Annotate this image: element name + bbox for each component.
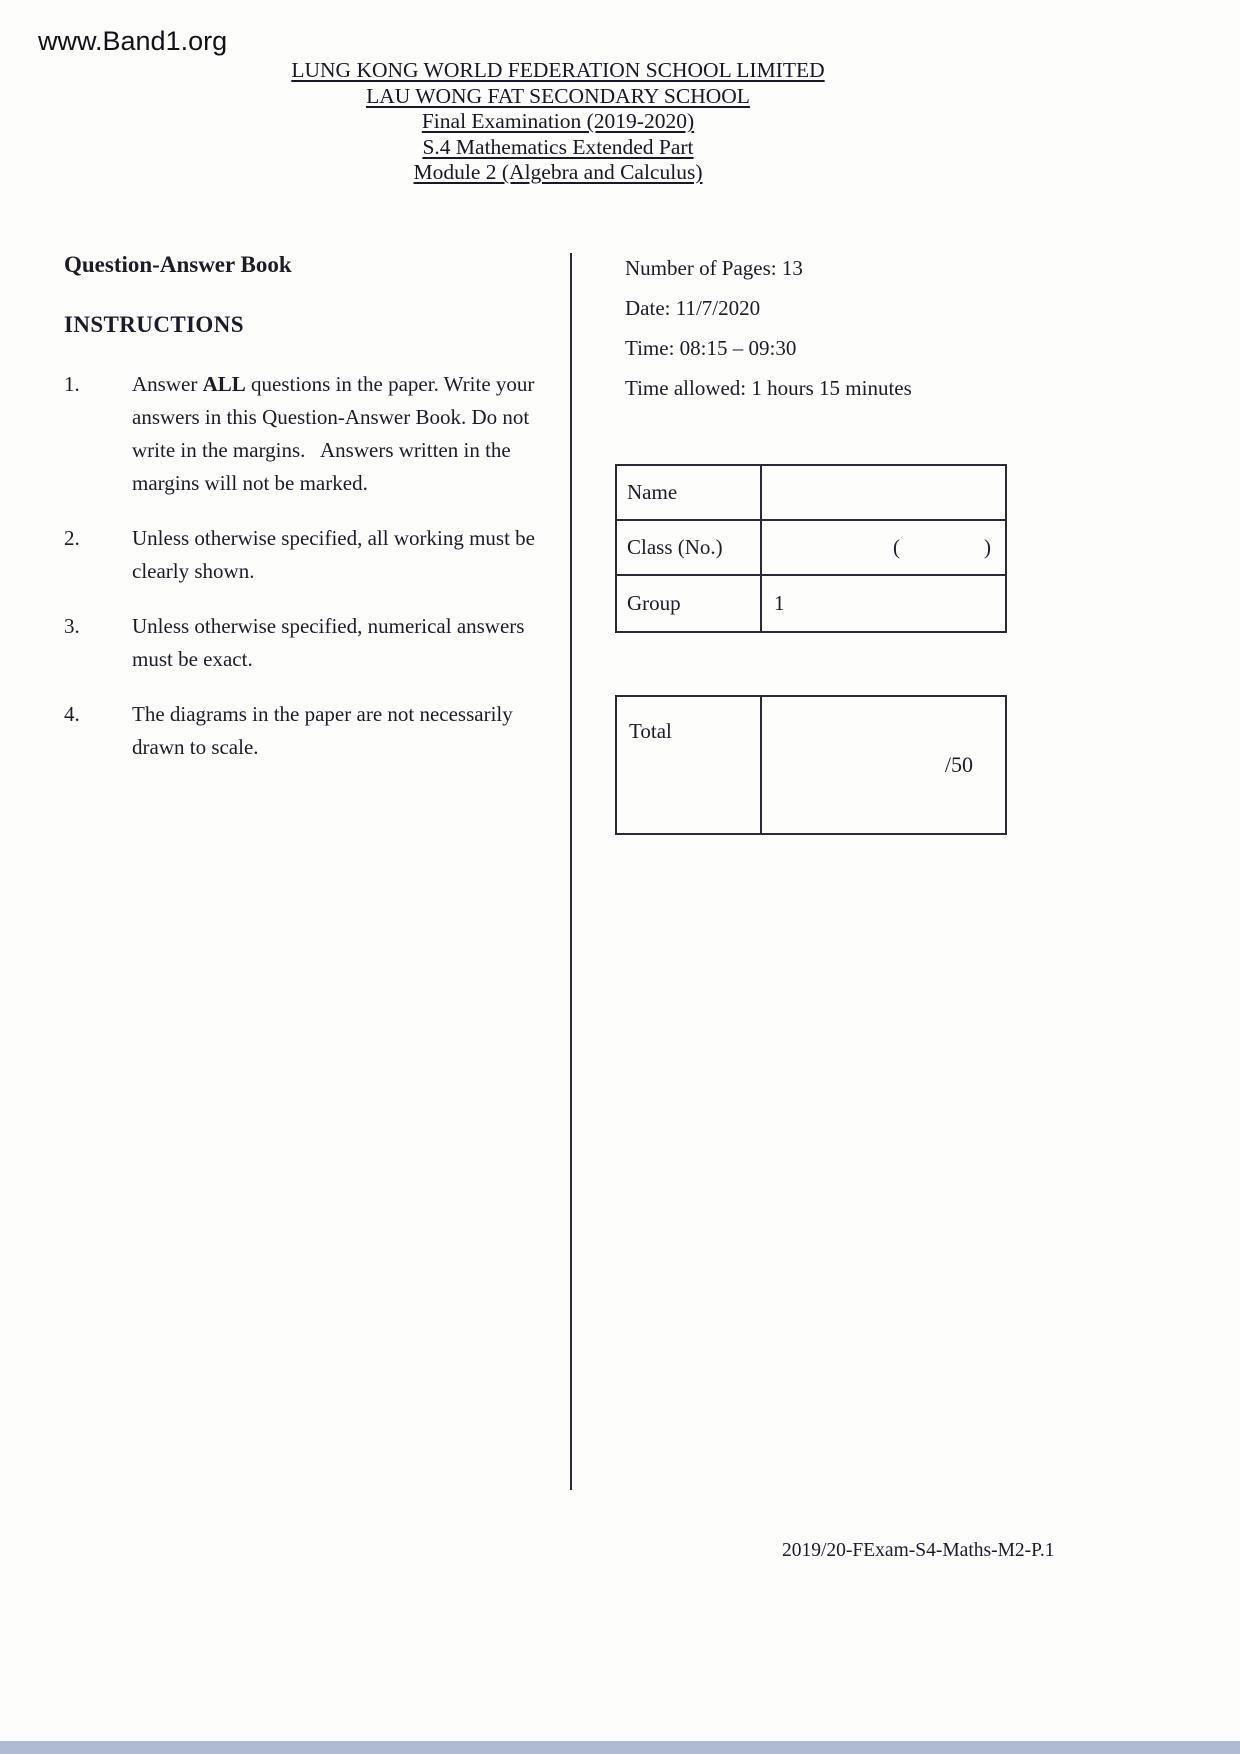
class-no-label: Class (No.) xyxy=(617,521,762,574)
instruction-text-bold: ALL xyxy=(202,372,246,396)
exam-title-line: Final Examination (2019-2020) xyxy=(421,109,695,133)
total-marks-cell: /50 xyxy=(944,752,973,777)
instruction-number: 2. xyxy=(64,526,80,550)
group-value-cell: 1 xyxy=(774,591,785,615)
instructions-title: INSTRUCTIONS xyxy=(64,312,244,337)
instructions-column xyxy=(64,252,570,786)
site-watermark: www.Band1.org xyxy=(38,26,228,56)
exam-info-column xyxy=(625,256,1025,416)
group-label: Group xyxy=(617,576,762,631)
exam-date: Date: 11/7/2020 xyxy=(625,296,761,320)
table-row xyxy=(617,576,1005,631)
scan-edge-strip xyxy=(0,1741,1240,1754)
number-of-pages: Number of Pages: 13 xyxy=(625,256,803,280)
class-no-value-cell: ( ) xyxy=(893,535,991,559)
instruction-text xyxy=(132,368,570,500)
exam-header xyxy=(0,58,1116,186)
instruction-item-3 xyxy=(64,610,570,676)
book-title: Question-Answer Book xyxy=(64,252,292,277)
instruction-text-before: Answer xyxy=(132,372,203,396)
name-label: Name xyxy=(617,466,762,519)
instruction-item-2 xyxy=(64,522,570,588)
school-name-line-2: LAU WONG FAT SECONDARY SCHOOL xyxy=(366,83,750,108)
total-marks-table xyxy=(615,695,1007,835)
instruction-text: Unless otherwise specified, numerical answers must be exact. xyxy=(132,614,525,671)
instruction-number: 4. xyxy=(64,702,80,726)
exam-time: Time: 08:15 – 09:30 xyxy=(625,336,797,360)
document-code: 2019/20-FExam-S4-Maths-M2-P.1 xyxy=(782,1540,1055,1561)
instruction-number: 1. xyxy=(64,372,80,396)
module-line: Module 2 (Algebra and Calculus) xyxy=(413,160,703,184)
instruction-number: 3. xyxy=(64,614,80,638)
table-row xyxy=(617,466,1005,521)
instruction-text: The diagrams in the paper are not necessarily drawn to scale. xyxy=(132,702,513,759)
student-info-table xyxy=(615,464,1007,633)
name-value-cell xyxy=(762,466,1005,519)
total-label: Total xyxy=(617,697,762,833)
table-row xyxy=(617,521,1005,576)
school-name-line-1: LUNG KONG WORLD FEDERATION SCHOOL LIMITED xyxy=(291,58,825,82)
instruction-text: Unless otherwise specified, all working must be clearly shown. xyxy=(132,526,535,583)
column-divider xyxy=(570,253,572,1490)
instruction-item-4 xyxy=(64,698,570,764)
time-allowed: Time allowed: 1 hours 15 minutes xyxy=(625,376,912,400)
subject-line: S.4 Mathematics Extended Part xyxy=(422,134,694,159)
instruction-item-1 xyxy=(64,368,570,500)
instruction-text-after: questions in the paper. Write your answers in this Question-Answer Book. Do not write in the margins. Answers written in the margins will not be marked. xyxy=(132,372,535,495)
instructions-list xyxy=(64,368,570,764)
